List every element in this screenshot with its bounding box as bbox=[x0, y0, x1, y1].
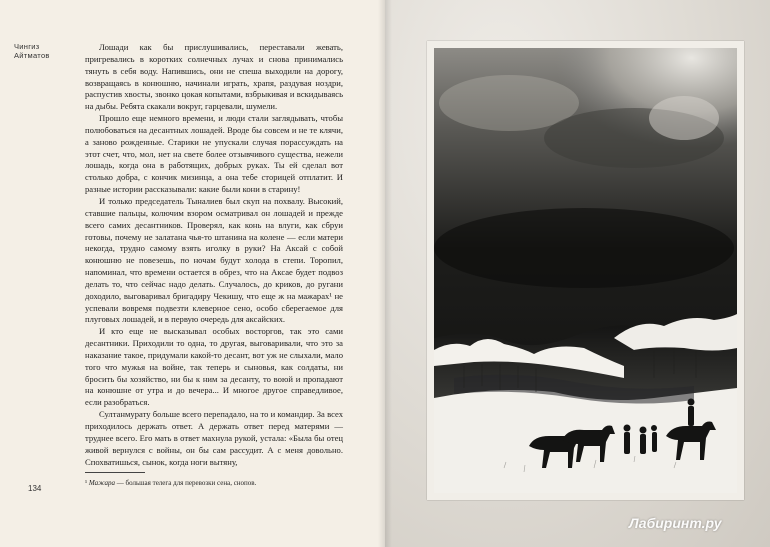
book-gutter bbox=[378, 0, 392, 547]
illustration-plate bbox=[427, 41, 744, 500]
watermark: Лабиринт.ру bbox=[629, 515, 722, 531]
figure-head bbox=[640, 427, 647, 434]
figure-head bbox=[624, 425, 631, 432]
paragraph: Лошади как бы прислушивались, переставали жевать, пригревались в коротких солнечных лучах и снова принимались тянуть в себя воду. Напившись, они не спеша выходили на дорогу, возвращаясь в конюшню, начинали играть, храпя, раздувая ноздри, распустив хвосты, звонко цокая копытами, взбрыкивая и вскидываясь на дыбы. Ребята скакали вокруг, гарцевали, шумели. bbox=[85, 42, 343, 112]
footnote-text: — большая телега для перевозки сена, снопов. bbox=[115, 479, 257, 487]
footnote-rule bbox=[85, 472, 145, 473]
figure bbox=[624, 432, 630, 454]
page-number: 134 bbox=[28, 484, 42, 493]
footnote-marker: ¹ bbox=[85, 479, 89, 487]
figure-head bbox=[651, 425, 657, 431]
rider bbox=[688, 406, 694, 426]
running-head: Чингиз Айтматов bbox=[14, 42, 50, 60]
rider-head bbox=[688, 399, 695, 406]
paragraph: Султанмурату больше всего перепадало, на то и командир. За всех приходилось держать ответ. А держать ответ перед матерями — труднее всего. Его мать в ответ махнула рукой, устала: «Была бы отец живой вернулся с войны, он бы сам рассудит. А с меня довольно. Спохватишься, сынок, когда ноги вытяну, bbox=[85, 409, 343, 467]
paragraph: Прошло еще немного времени, и люди стали заглядывать, чтобы полюбоваться на десантных лошадей. Вроде бы совсем и не те клячи, а заново рожденные. Старики не упускали случая порассуждать на этот счет, что, мол, нет на свете более отзывчивого существа, нежели лошадь, когда она в работящих, добрых руках. Ты ей сделал вот столько добра, с кончик мизинца, а она тебе сторицей отплатит. И разные истории рассказывали: какие были кони в старину! bbox=[85, 113, 343, 195]
figure bbox=[640, 434, 646, 454]
cloud bbox=[649, 96, 719, 140]
figure bbox=[652, 432, 657, 452]
footnote bbox=[85, 479, 343, 488]
steppe-horses-illustration bbox=[434, 48, 737, 493]
paragraph: И только председатель Тыналиев был скуп на похвалу. Высокий, ставшие пальцы, колючим взором осматривал он лошадей и прежде всего самих десантников. Проверял, как конь на влуги, как сбруи готовы, почему не залатана чья-то штанина на колене — если матери некогда, трудно самому взять иголку в руки? На Аксай с собой конюшню не повезешь, по ночам будут холода в степи. Торопил, напоминал, что времени остается в обрез, что на Аксае будет подвоз делать то, что сейчас надо делать. Случалось, до криков, до ругани доходило, выговаривал бригадиру Чекишу, что еще ж на мажарах¹ не успевали вовремя подвезти клеверное сено, особо сберегаемое для плуговых лошадей, и в первую очередь для аксайских. bbox=[85, 195, 343, 325]
cloud bbox=[434, 208, 734, 288]
paragraph: И кто еще не высказывал особых восторгов, так это сами десантники. Приходили то одна, то другая, выговаривали, что это за наказание такое, придумали какой-то десант, вот уж не слыхали, мало того что мужья на войне, так теперь и сыновья, как солдаты, ни бросить бы хозяйство, ни бы к ним за десанту, то воюй и пропадают на конюшне от утра и до вечера... И многое другое справедливое, если разобраться. bbox=[85, 326, 343, 408]
footnote-term: Мажара bbox=[88, 479, 116, 487]
text-block bbox=[85, 42, 343, 468]
